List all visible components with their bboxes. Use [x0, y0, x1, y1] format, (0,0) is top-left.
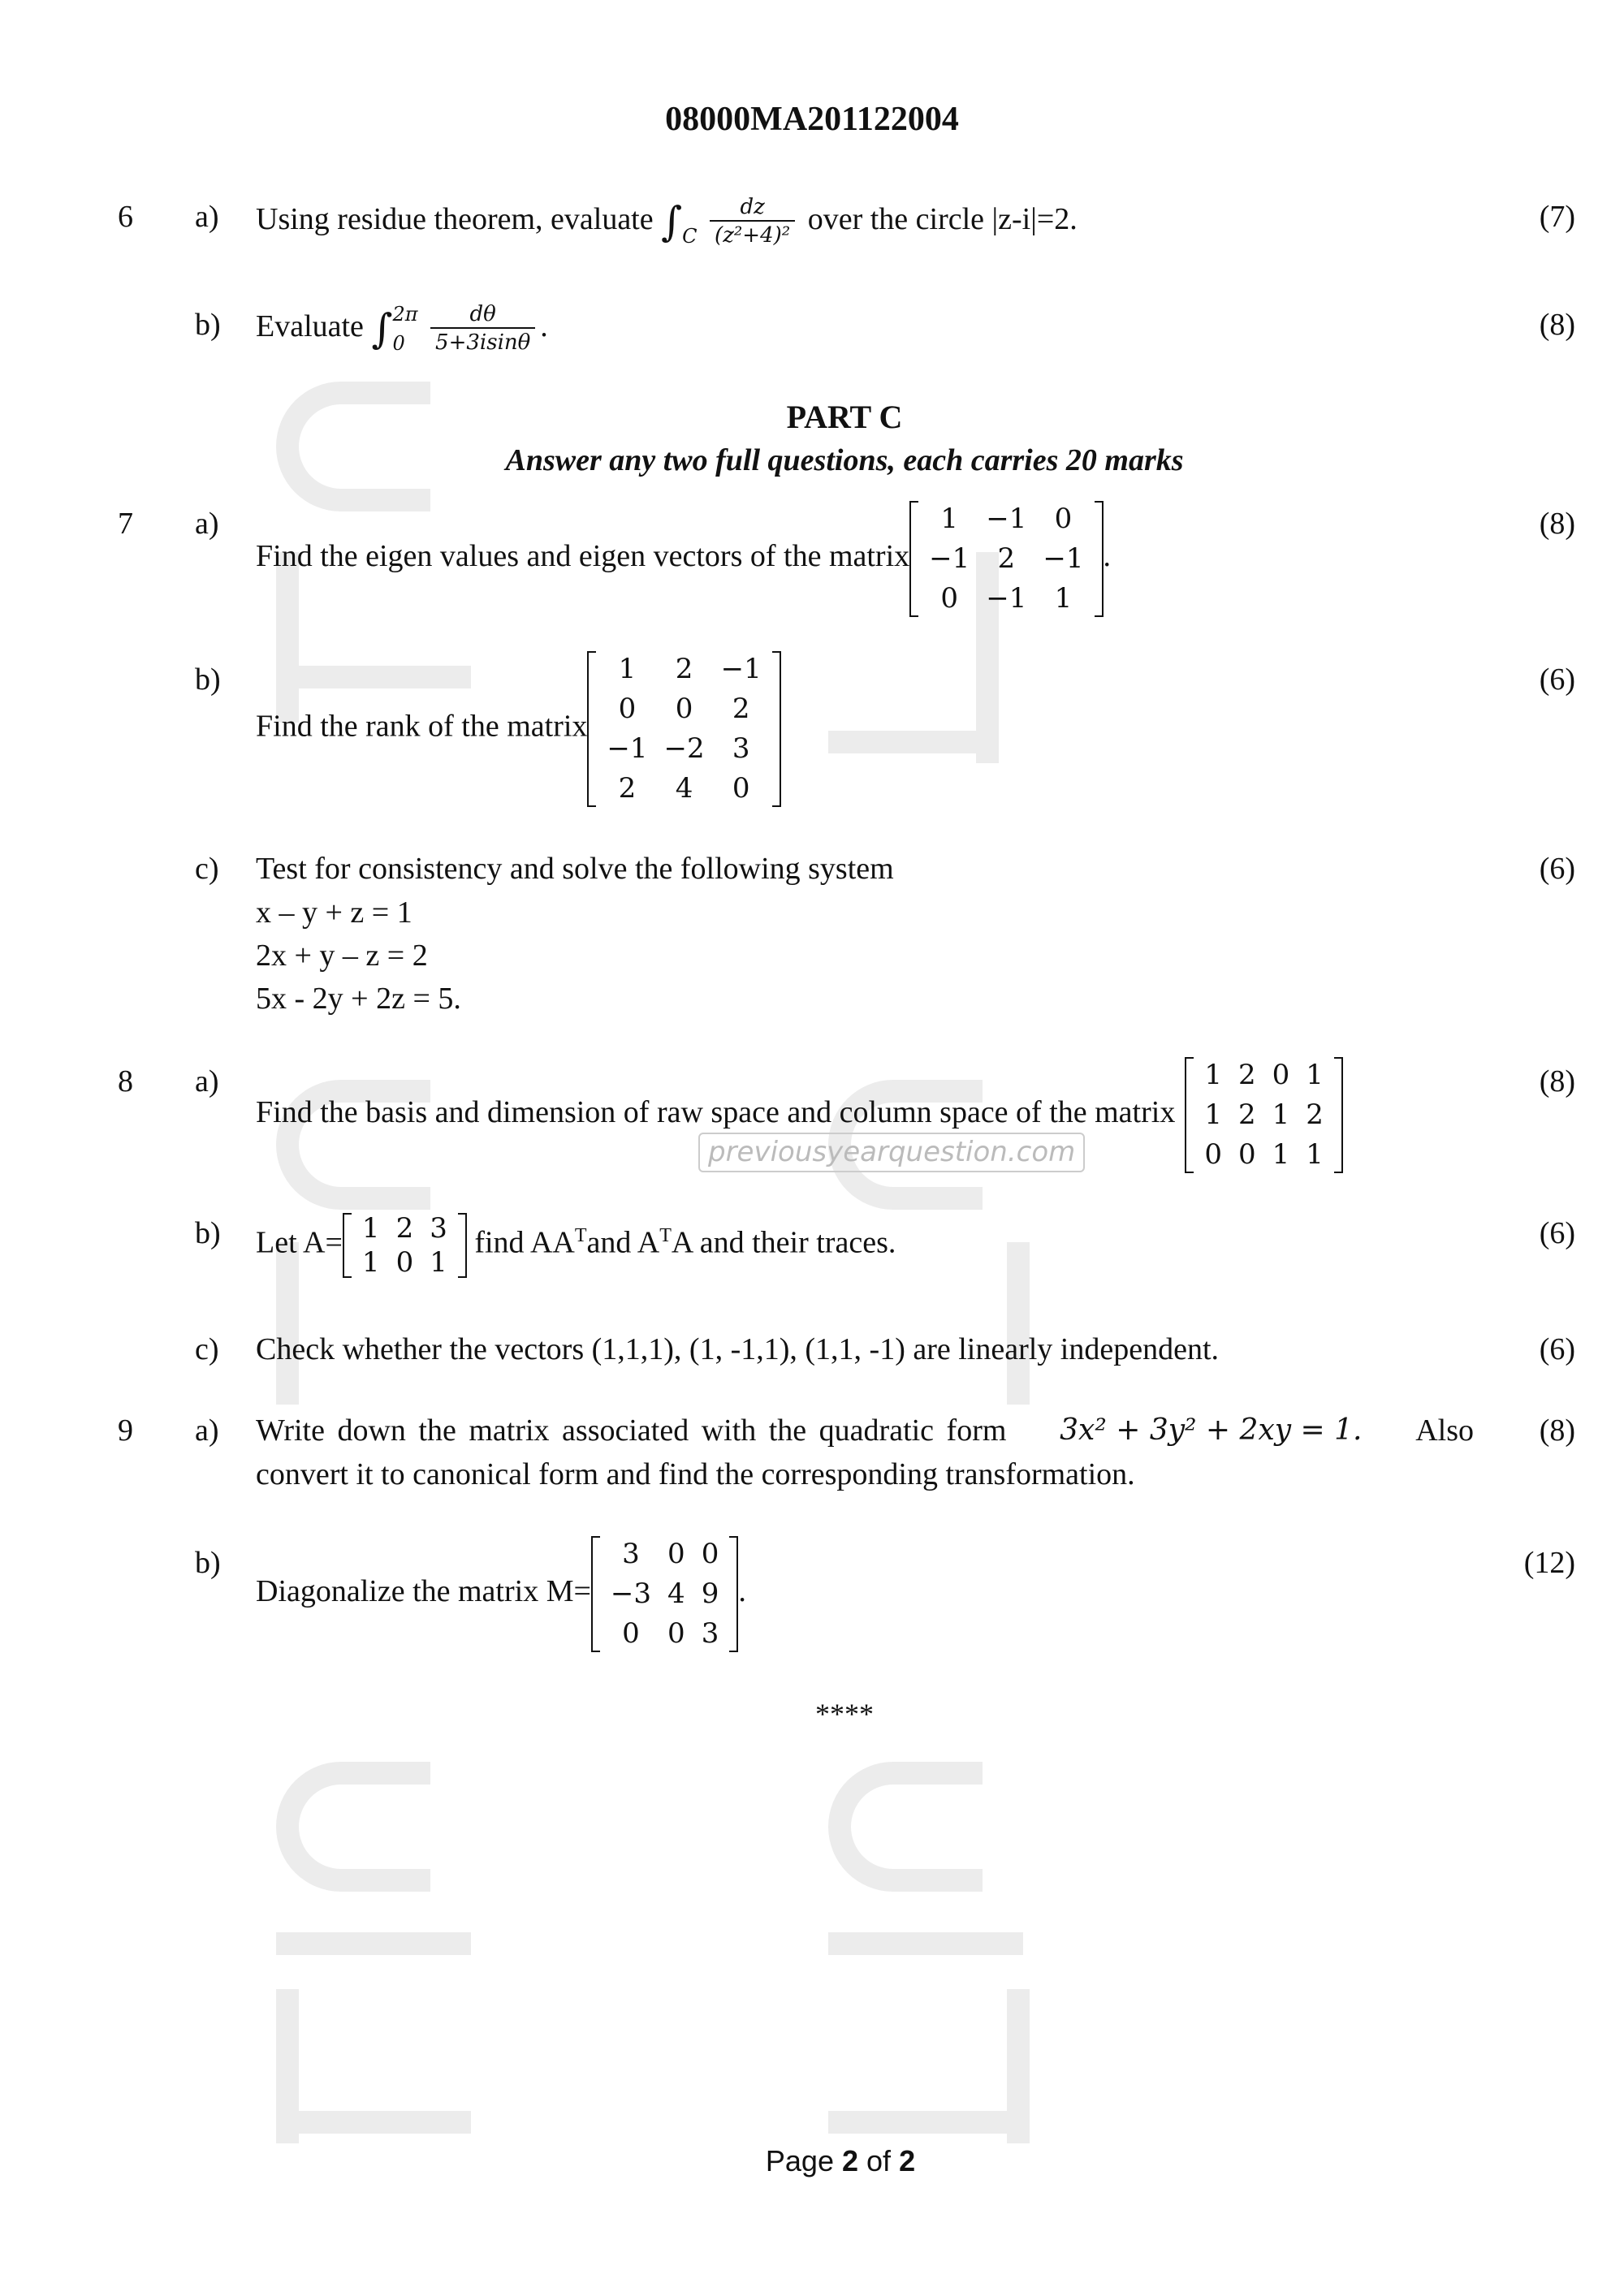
matrix-cell: 1: [1272, 1098, 1290, 1132]
matrix-cell: 1: [430, 1245, 447, 1279]
footer-total-pages: 2: [899, 2144, 916, 2177]
q6a-text: [256, 195, 1078, 248]
watermark-shape: [828, 1932, 1023, 1955]
marks: (8): [1539, 1413, 1575, 1448]
subpart-label: b): [195, 308, 221, 342]
matrix-cell: 0: [667, 1538, 685, 1571]
matrix-cell: 1: [618, 653, 637, 686]
marks: (7): [1539, 200, 1575, 234]
page-footer: [0, 2143, 1624, 2178]
equation-line: 2x + y – z = 2: [256, 939, 428, 973]
part-instruction: Answer any two full questions, each carries 20 marks: [505, 443, 1184, 477]
q7b-text: [256, 650, 781, 809]
integral-limits: [392, 303, 418, 356]
footer-page-word: Page: [765, 2144, 834, 2177]
matrix-cell: 0: [667, 1617, 685, 1651]
matrix-cell: 1: [940, 503, 959, 536]
subpart-label: b): [195, 1216, 221, 1250]
marks: (12): [1523, 1546, 1575, 1580]
q7c-text: Test for consistency and solve the following system: [256, 852, 894, 886]
matrix-cell: 0: [618, 693, 637, 726]
marks: (6): [1539, 852, 1575, 886]
matrix-cell: 3: [701, 1617, 719, 1651]
q9a-text-after: Also: [1415, 1413, 1474, 1448]
fraction-numerator: dz: [710, 195, 795, 222]
lower-limit: 0: [392, 332, 405, 356]
q7a-text-after: .: [1103, 539, 1112, 574]
matrix: [591, 1534, 738, 1654]
matrix-cell: 0: [1054, 503, 1073, 536]
matrix-cell: 0: [1204, 1138, 1222, 1172]
integral-sign: ∫: [661, 198, 683, 246]
marks: (6): [1539, 1332, 1575, 1366]
question-number: 9: [118, 1413, 133, 1448]
subpart-label: b): [195, 1546, 221, 1580]
q9a-text-before: Write down the matrix associated with the quadratic form: [256, 1413, 1007, 1448]
marks: (6): [1539, 662, 1575, 697]
matrix-cell: −1: [607, 732, 648, 766]
watermark-shape: [828, 731, 999, 753]
matrix-cell: 1: [361, 1211, 380, 1245]
end-mark: ****: [815, 1698, 874, 1730]
matrix-cell: 4: [667, 1577, 685, 1611]
q7a-text: Find the eigen values and eigen vectors of the matrix: [256, 539, 910, 574]
q9b-text: [256, 1534, 746, 1654]
matrix-cell: 2: [1237, 1059, 1256, 1092]
q9b-text: Diagonalize the matrix M=: [256, 1574, 591, 1609]
matrix-cell: 0: [940, 582, 959, 615]
matrix-cell: 0: [675, 693, 693, 726]
watermark-shape: [828, 1762, 983, 1892]
marks: (8): [1539, 308, 1575, 342]
matrix-cell: 0: [1272, 1059, 1290, 1092]
fraction-numerator: dθ: [430, 302, 535, 329]
fraction-denominator: (z²+4)²: [715, 223, 791, 248]
matrix: [587, 650, 780, 809]
q8a-text: Find the basis and dimension of raw space and column space of the matrix: [256, 1095, 1176, 1130]
equation-line: 5x - 2y + 2z = 5.: [256, 982, 461, 1016]
matrix-cell: 3: [622, 1538, 640, 1571]
q7b-text: Find the rank of the matrix: [256, 709, 588, 744]
q8b-text-before: Let A=: [256, 1225, 343, 1260]
matrix-cell: −1: [720, 653, 762, 686]
q8b-text: [256, 1211, 896, 1280]
matrix-cell: 2: [395, 1211, 414, 1245]
watermark-shape: [828, 2111, 1023, 2134]
matrix: [909, 499, 1103, 619]
q9a-line1: [256, 1413, 1474, 1450]
matrix-cell: 1: [1204, 1098, 1222, 1132]
matrix-cell: 9: [701, 1577, 719, 1611]
watermark-shape: [1007, 1242, 1030, 1405]
matrix-cell: −1: [1043, 542, 1084, 576]
matrix-cell: 1: [1272, 1138, 1290, 1172]
footer-of-word: of: [866, 2144, 892, 2177]
subpart-label: a): [195, 200, 219, 234]
matrix-cell: 2: [732, 693, 750, 726]
superscript: T: [574, 1225, 587, 1247]
matrix: [343, 1211, 467, 1280]
matrix-cell: 0: [732, 772, 750, 805]
fraction: [710, 195, 795, 248]
matrix-cell: 2: [997, 542, 1016, 576]
matrix-cell: 0: [395, 1245, 414, 1279]
q8c-text: Check whether the vectors (1,1,1), (1, -1,1), (1,1, -1) are linearly independent.: [256, 1332, 1220, 1366]
q9b-text-after: .: [738, 1574, 746, 1609]
matrix: [1185, 1055, 1343, 1175]
watermark-text: previousyearquestion.com: [698, 1133, 1085, 1172]
q8b-text-mid1: find AA: [474, 1225, 575, 1260]
marks: (6): [1539, 1216, 1575, 1250]
matrix-cell: −1: [986, 503, 1027, 536]
integral-sign: ∫: [371, 305, 393, 353]
q7a-text: [256, 499, 1111, 619]
q8b-text-mid2: and A: [586, 1225, 660, 1260]
matrix-cell: 1: [1306, 1059, 1324, 1092]
q6b-text: [256, 302, 548, 356]
part-title: PART C: [786, 399, 903, 435]
superscript: T: [659, 1225, 672, 1247]
footer-current-page: 2: [841, 2144, 859, 2177]
marks: (8): [1539, 507, 1575, 541]
matrix-cell: −2: [663, 732, 705, 766]
integral-contour: C: [682, 225, 698, 248]
subpart-label: c): [195, 1332, 219, 1366]
matrix-cell: 2: [675, 653, 693, 686]
watermark-shape: [276, 1762, 430, 1892]
q6a-text-before: Using residue theorem, evaluate: [256, 201, 654, 236]
matrix-cell: −1: [986, 582, 1027, 615]
matrix-cell: 0: [701, 1538, 719, 1571]
subpart-label: a): [195, 507, 219, 541]
subpart-label: a): [195, 1413, 219, 1448]
fraction: [430, 302, 535, 356]
matrix-cell: 2: [1237, 1098, 1256, 1132]
matrix-cell: 0: [622, 1617, 640, 1651]
matrix-cell: 0: [1237, 1138, 1256, 1172]
q8b-text-after: A and their traces.: [671, 1225, 896, 1260]
marks: (8): [1539, 1064, 1575, 1098]
q6a-text-after: over the circle |z-i|=2.: [807, 201, 1078, 236]
question-number: 7: [118, 507, 133, 541]
subpart-label: a): [195, 1064, 219, 1098]
fraction-denominator: 5+3isinθ: [435, 330, 531, 356]
equation-line: x – y + z = 1: [256, 896, 412, 930]
matrix-cell: 4: [675, 772, 693, 805]
matrix-cell: 2: [1306, 1098, 1324, 1132]
matrix-cell: −3: [610, 1577, 652, 1611]
q9a-line2: convert it to canonical form and find the corresponding transformation.: [256, 1457, 1135, 1491]
matrix-cell: 1: [1306, 1138, 1324, 1172]
paper-code: 08000MA201122004: [665, 101, 959, 138]
subpart-label: b): [195, 662, 221, 697]
matrix-cell: 1: [361, 1245, 380, 1279]
matrix-cell: 1: [1204, 1059, 1222, 1092]
subpart-label: c): [195, 852, 219, 886]
quadratic-expression: 3x² + 3y² + 2xy = 1.: [1060, 1413, 1363, 1447]
matrix-cell: 3: [430, 1211, 447, 1245]
q6b-text-after: .: [540, 309, 548, 343]
question-number: 8: [118, 1064, 133, 1098]
q6b-text-before: Evaluate: [256, 309, 364, 343]
matrix-cell: 1: [1054, 582, 1073, 615]
watermark-shape: [276, 2111, 471, 2134]
upper-limit: 2π: [392, 303, 418, 326]
matrix-cell: 3: [732, 732, 750, 766]
question-number: 6: [118, 200, 133, 234]
matrix-cell: −1: [929, 542, 970, 576]
watermark-shape: [276, 1932, 471, 1955]
matrix-cell: 2: [618, 772, 637, 805]
